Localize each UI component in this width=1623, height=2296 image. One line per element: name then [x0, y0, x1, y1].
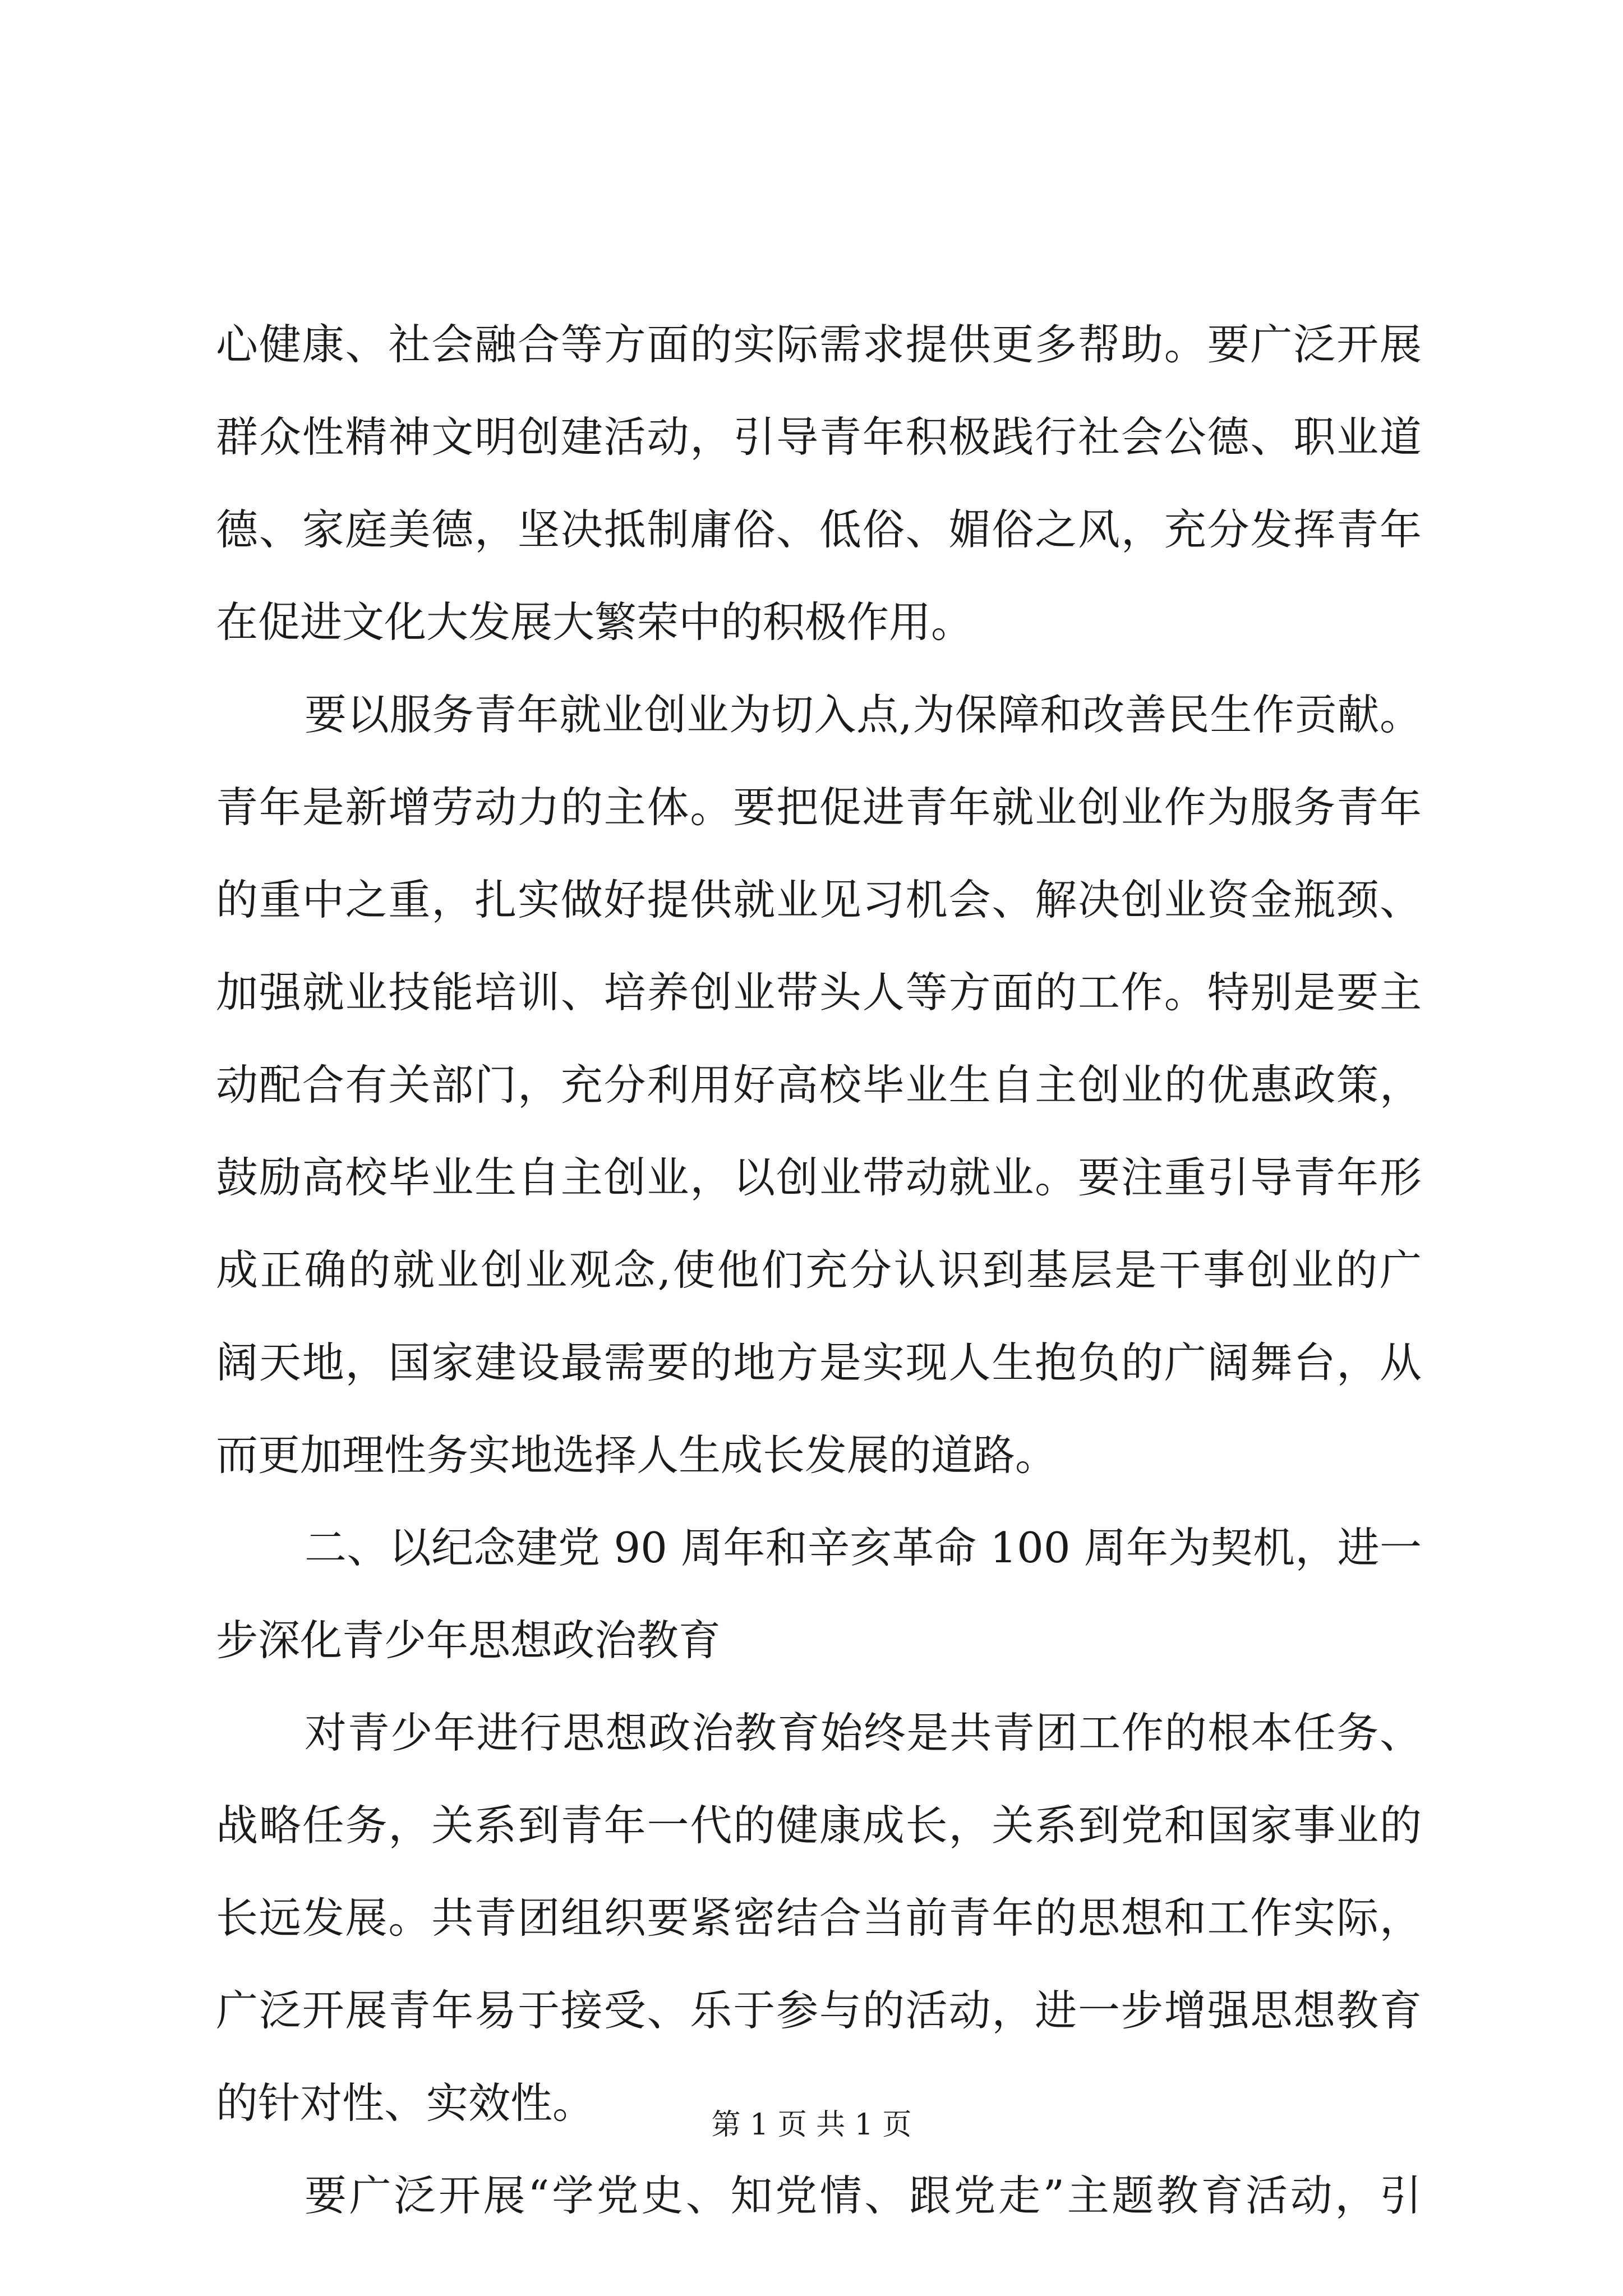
paragraph-line: 成正确的就业创业观念,使他们充分认识到基层是干事创业的广 — [216, 1245, 1422, 1295]
paragraph-line: 在促进文化大发展大繁荣中的积极作用。 — [216, 597, 974, 647]
paragraph-line: 加强就业技能培训、培养创业带头人等方面的工作。特别是要主 — [216, 968, 1422, 1017]
paragraph-line: 要广泛开展“学党史、知党情、跟党走”主题教育活动，引 — [305, 2171, 1422, 2220]
paragraph-line: 长远发展。共青团组织要紧密结合当前青年的思想和工作实际， — [216, 1893, 1422, 1943]
paragraph-line: 广泛开展青年易于接受、乐于参与的活动，进一步增强思想教育 — [216, 1986, 1422, 2035]
document-body — [216, 298, 1422, 2242]
paragraph-line: 鼓励高校毕业生自主创业，以创业带动就业。要注重引导青年形 — [216, 1153, 1422, 1202]
paragraph-line: 阔天地，国家建设最需要的地方是实现人生抱负的广阔舞台，从 — [216, 1338, 1422, 1387]
paragraph-line: 对青少年进行思想政治教育始终是共青团工作的根本任务、 — [305, 1708, 1422, 1757]
paragraph-line: 而更加理性务实地选择人生成长发展的道路。 — [216, 1430, 1058, 1480]
paragraph-line: 步深化青少年思想政治教育 — [216, 1616, 721, 1665]
paragraph-line: 德、家庭美德，坚决抵制庸俗、低俗、媚俗之风，充分发挥青年 — [216, 505, 1422, 554]
paragraph-line: 战略任务，关系到青年一代的健康成长，关系到党和国家事业的 — [216, 1801, 1422, 1850]
paragraph-line: 心健康、社会融合等方面的实际需求提供更多帮助。要广泛开展 — [216, 320, 1422, 369]
page-footer: 第 1 页 共 1 页 — [711, 2108, 912, 2142]
paragraph-line: 要以服务青年就业创业为切入点,为保障和改善民生作贡献。 — [305, 690, 1422, 739]
paragraph-line: 群众性精神文明创建活动，引导青年积极践行社会公德、职业道 — [216, 412, 1422, 462]
paragraph-line: 青年是新增劳动力的主体。要把促进青年就业创业作为服务青年 — [216, 783, 1422, 832]
paragraph-line: 的重中之重，扎实做好提供就业见习机会、解决创业资金瓶颈、 — [216, 875, 1422, 924]
paragraph-line: 动配合有关部门，充分利用好高校毕业生自主创业的优惠政策， — [216, 1060, 1422, 1110]
paragraph-line: 二、以纪念建党 90 周年和辛亥革命 100 周年为契机，进一 — [305, 1523, 1422, 1572]
paragraph-line: 的针对性、实效性。 — [216, 2078, 595, 2128]
